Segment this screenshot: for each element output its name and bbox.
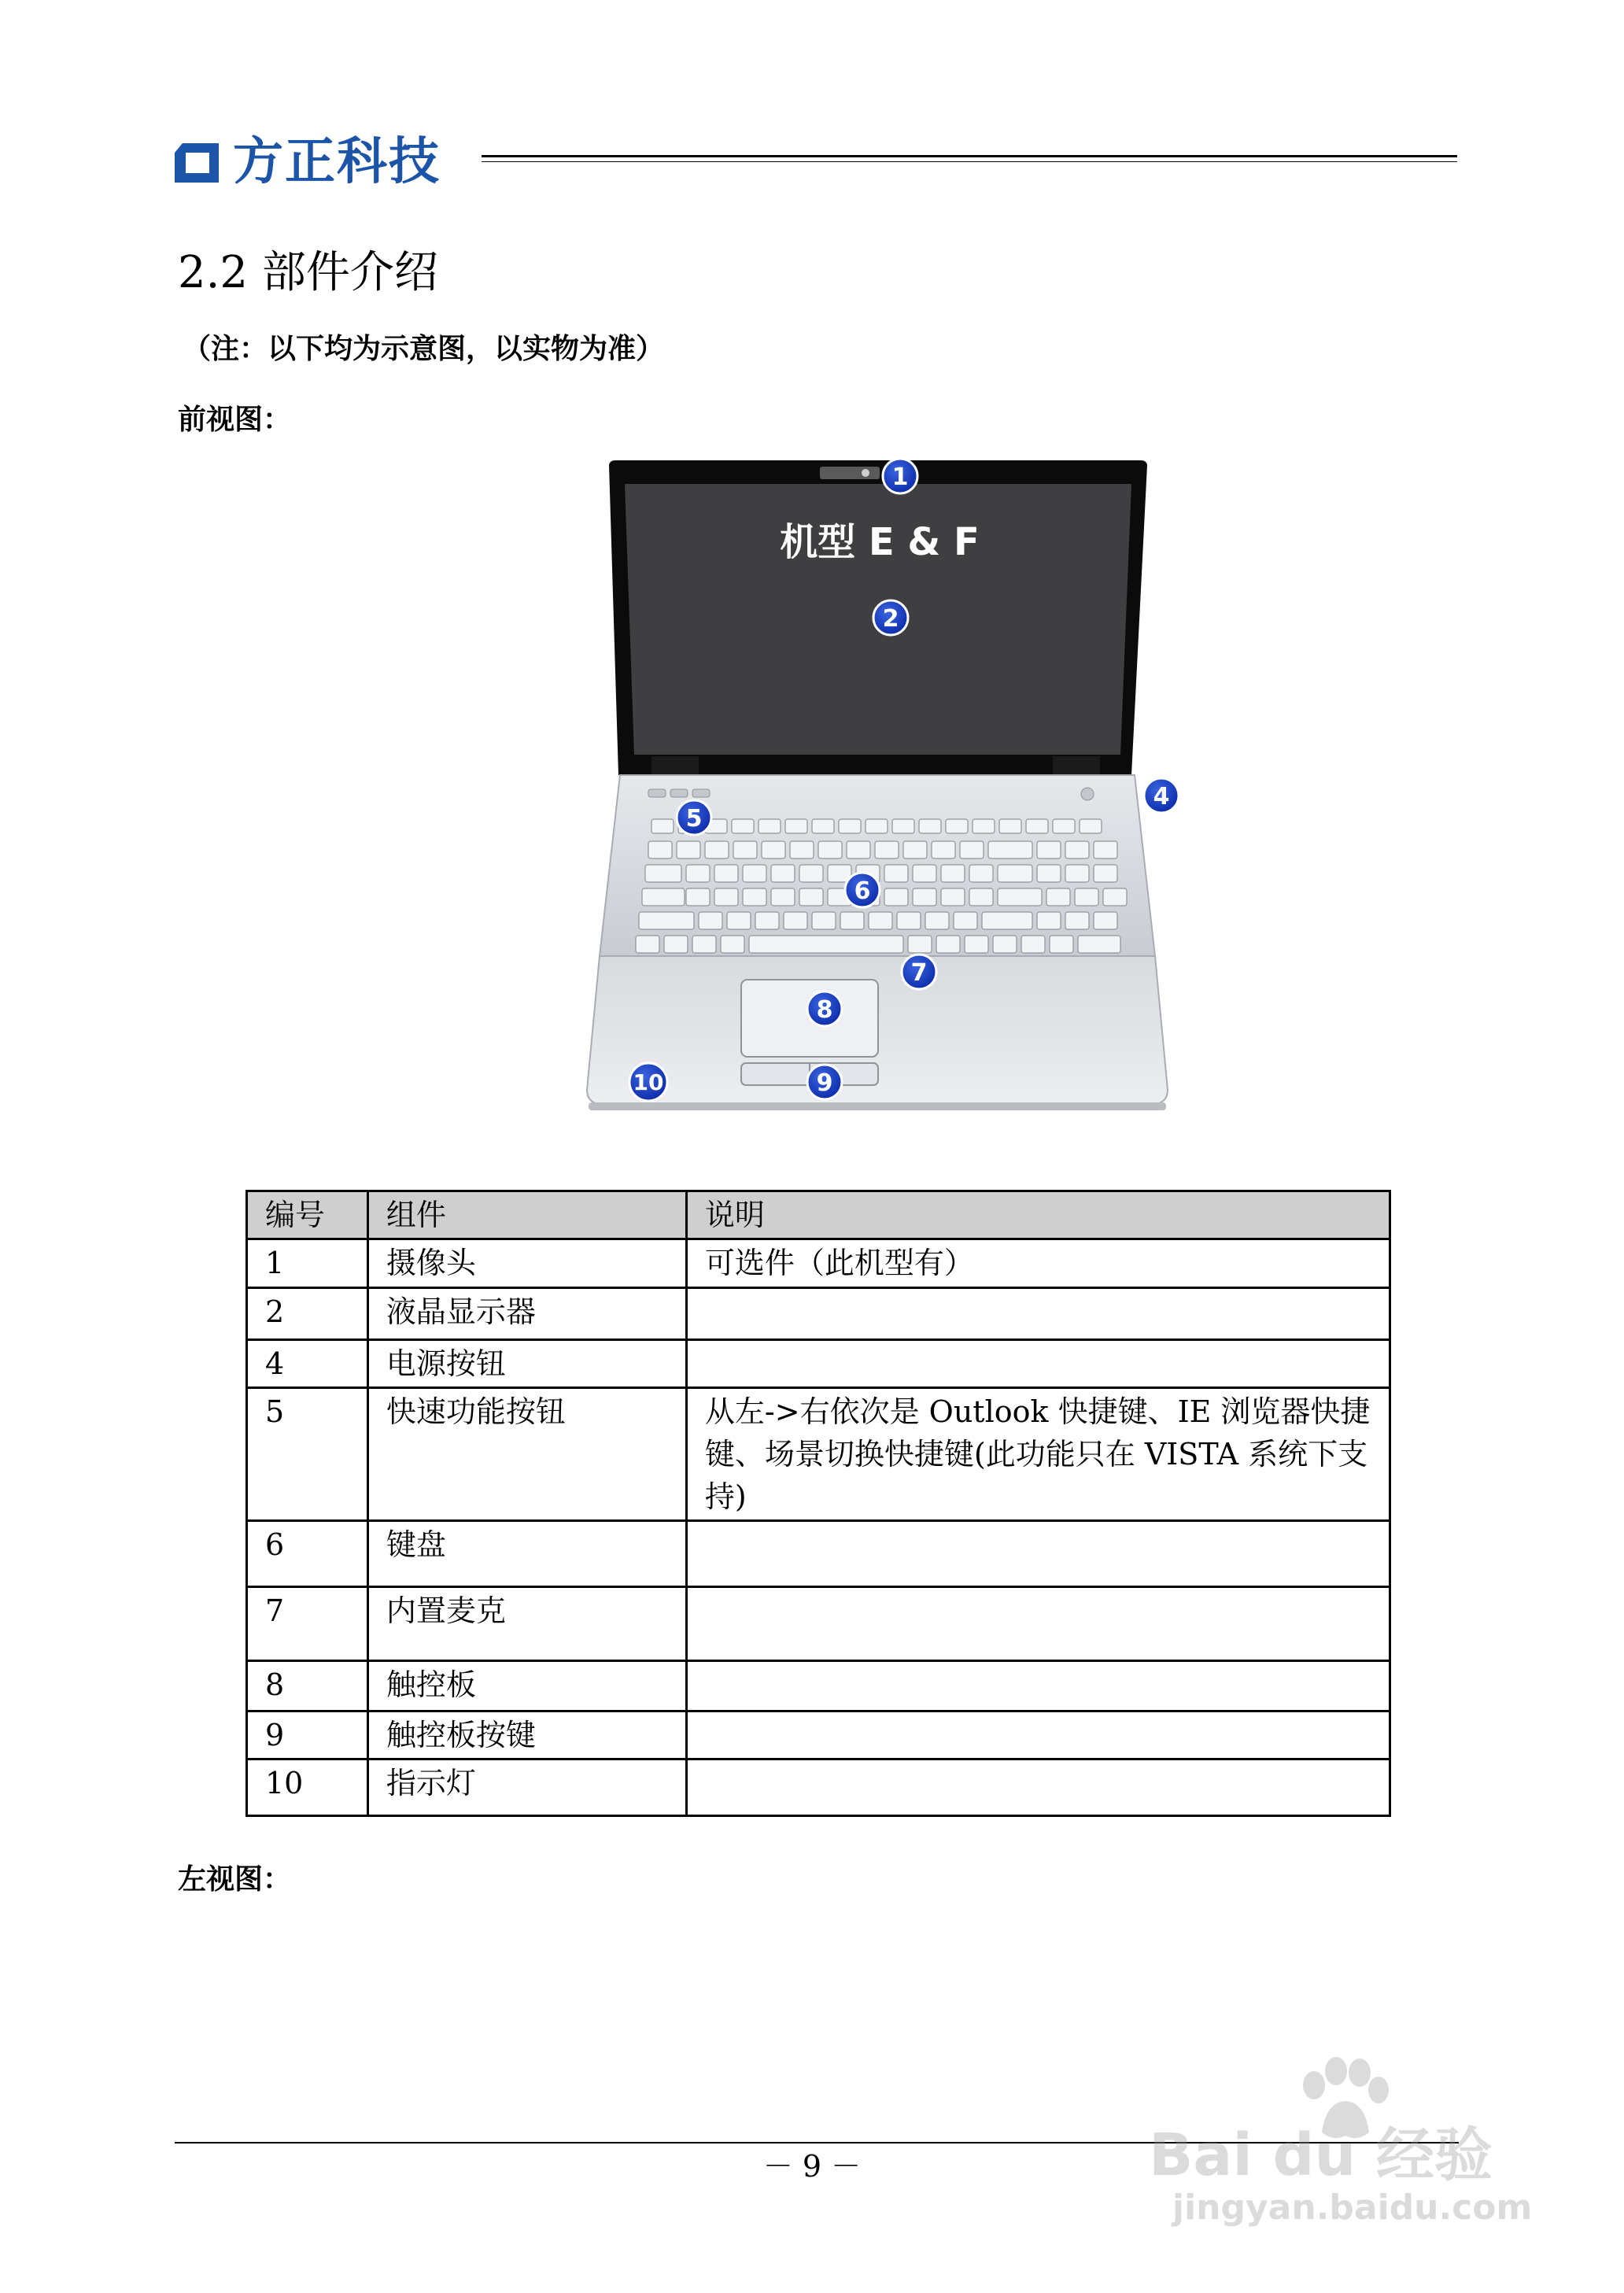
table-row — [247, 1239, 1390, 1288]
cell-description: 可选件（此机型有） — [686, 1239, 1390, 1288]
svg-text:8: 8 — [816, 996, 833, 1024]
webcam-lens — [862, 469, 869, 477]
svg-text:4: 4 — [1153, 783, 1170, 810]
logo-icon — [172, 140, 222, 186]
table-row — [247, 1711, 1390, 1759]
table-header-row — [247, 1191, 1390, 1239]
cell-number: 5 — [247, 1388, 368, 1521]
cell-number: 4 — [247, 1340, 368, 1388]
svg-text:5: 5 — [685, 805, 703, 833]
cell-number: 9 — [247, 1711, 368, 1759]
cell-description — [686, 1521, 1390, 1587]
cell-number: 6 — [247, 1521, 368, 1587]
cell-component: 键盘 — [367, 1521, 686, 1587]
svg-text:10: 10 — [633, 1069, 664, 1095]
cell-description — [686, 1340, 1390, 1388]
table-row — [247, 1661, 1390, 1711]
header-rule-thin — [482, 161, 1457, 162]
callout-badge-5 — [677, 800, 711, 835]
cell-description — [686, 1661, 1390, 1711]
cell-component: 内置麦克 — [367, 1587, 686, 1661]
table-row — [247, 1340, 1390, 1388]
cell-component: 指示灯 — [367, 1759, 686, 1816]
watermark-brand: Bai du 经验 — [1149, 2121, 1493, 2189]
page-number: － 9 － — [762, 2149, 862, 2184]
cell-component: 触控板按键 — [367, 1711, 686, 1759]
quick-button — [648, 789, 666, 797]
cell-description — [686, 1288, 1390, 1340]
cell-component: 触控板 — [367, 1661, 686, 1711]
components-table — [245, 1190, 1391, 1817]
callout-badge-7 — [902, 954, 936, 989]
table-row — [247, 1288, 1390, 1340]
cell-description: 从左->右依次是 Outlook 快捷键、IE 浏览器快捷键、场景切换快捷键(此功能只在 VISTA 系统下支持) — [686, 1388, 1390, 1521]
cell-description — [686, 1587, 1390, 1661]
cell-component: 快速功能按钮 — [367, 1388, 686, 1521]
left-view-label: 左视图： — [178, 1863, 292, 1896]
quick-button — [670, 789, 688, 797]
callout-badge-6 — [845, 873, 880, 907]
illustration-note: （注：以下均为示意图，以实物为准） — [183, 333, 665, 365]
callout-badge-9 — [807, 1065, 842, 1099]
baidu-jingyan-watermark — [1149, 2054, 1558, 2235]
table-row — [247, 1388, 1390, 1521]
callout-badge-10 — [629, 1063, 667, 1101]
svg-text:7: 7 — [910, 959, 928, 987]
callout-badge-4 — [1144, 778, 1179, 813]
svg-text:2: 2 — [882, 605, 899, 633]
screen-model-text: 机型 E & F — [780, 520, 980, 564]
brand-name: 方正科技 — [233, 133, 441, 191]
watermark-url: jingyan.baidu.com — [1172, 2188, 1533, 2228]
column-header-description: 说明 — [686, 1191, 1390, 1239]
front-view-label: 前视图： — [178, 404, 292, 436]
svg-text:9: 9 — [816, 1069, 833, 1097]
table-row — [247, 1759, 1390, 1816]
cell-component: 液晶显示器 — [367, 1288, 686, 1340]
cell-number: 2 — [247, 1288, 368, 1340]
header-rule — [482, 155, 1457, 157]
callout-badge-2 — [873, 600, 908, 635]
power-button — [1081, 788, 1094, 800]
webcam-housing — [820, 467, 880, 479]
section-title: 2.2 部件介绍 — [178, 247, 438, 298]
column-header-number: 编号 — [247, 1191, 368, 1239]
cell-component: 电源按钮 — [367, 1340, 686, 1388]
brand-logo — [172, 132, 486, 192]
cell-component: 摄像头 — [367, 1239, 686, 1288]
callout-badge-1 — [883, 459, 917, 493]
cell-number: 7 — [247, 1587, 368, 1661]
laptop-front-view-figure — [567, 437, 1196, 1129]
svg-text:1: 1 — [891, 463, 909, 491]
front-edge — [589, 1102, 1166, 1110]
column-header-component: 组件 — [367, 1191, 686, 1239]
table-row — [247, 1587, 1390, 1661]
cell-number: 10 — [247, 1759, 368, 1816]
cell-description — [686, 1711, 1390, 1759]
quick-button — [692, 789, 710, 797]
cell-number: 1 — [247, 1239, 368, 1288]
cell-description — [686, 1759, 1390, 1816]
callout-badge-8 — [807, 991, 842, 1026]
cell-number: 8 — [247, 1661, 368, 1711]
table-row — [247, 1521, 1390, 1587]
svg-text:6: 6 — [854, 877, 871, 905]
